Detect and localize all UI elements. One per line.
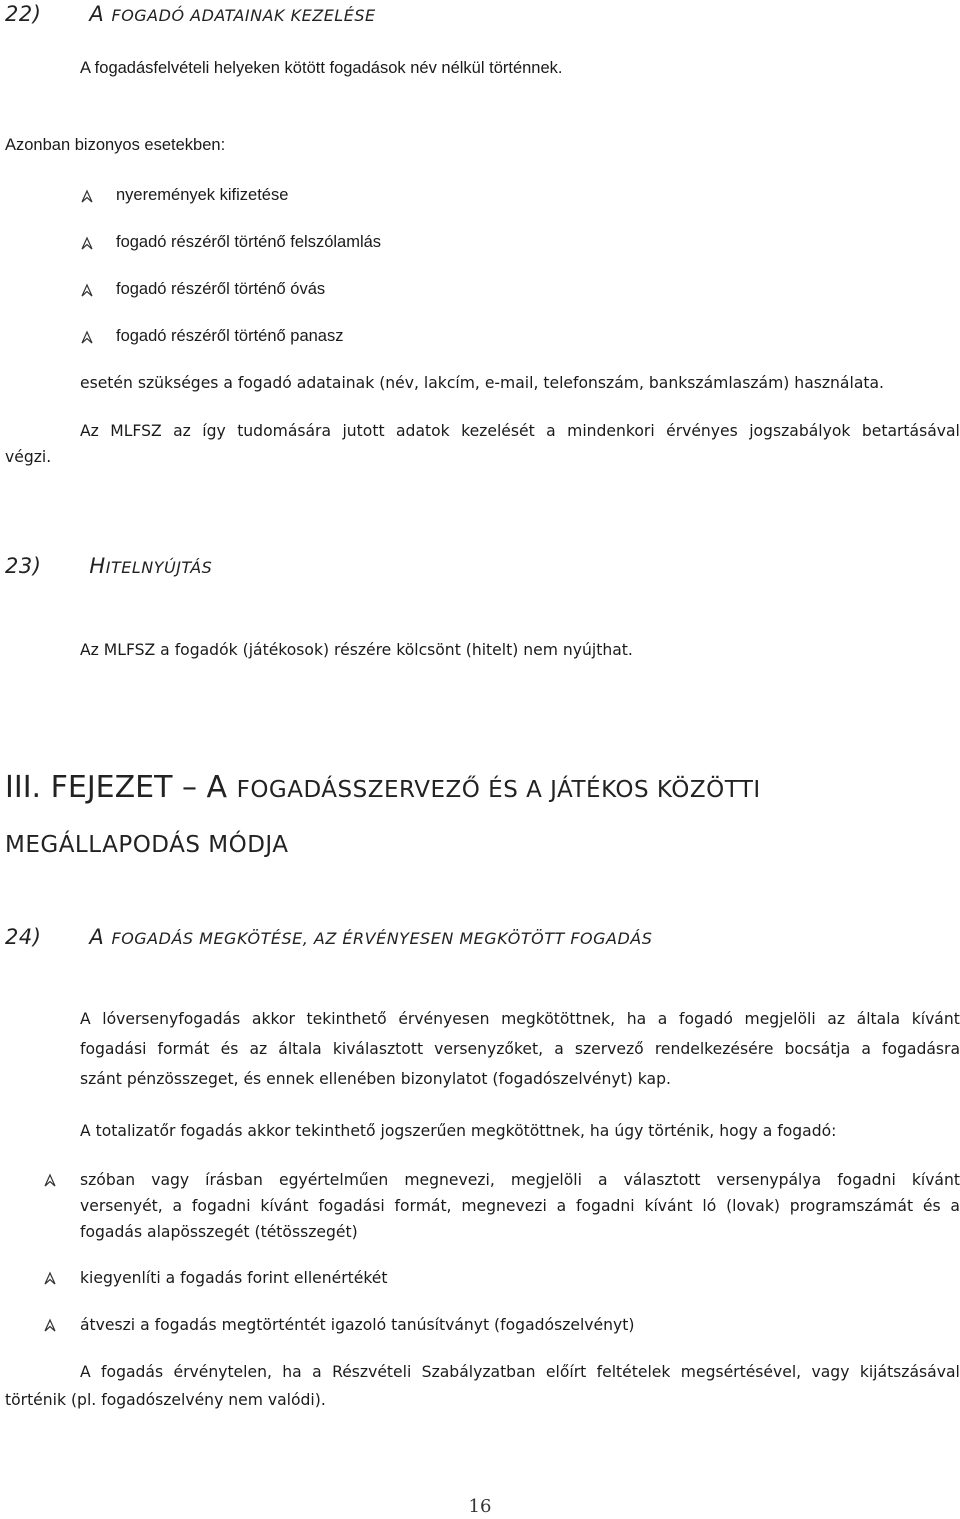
word: kiválasztott bbox=[332, 1040, 424, 1058]
word: szóban bbox=[80, 1171, 136, 1189]
bullet-arrow-icon bbox=[43, 1271, 57, 1285]
word: rendelkezésére bbox=[654, 1040, 774, 1058]
bullet-arrow-icon bbox=[43, 1173, 57, 1187]
word: tudomására bbox=[237, 422, 332, 440]
word: kijátszásával bbox=[859, 1363, 960, 1381]
paragraph-end: végzi. bbox=[5, 448, 52, 466]
word: versenyét, bbox=[80, 1197, 163, 1215]
list-item: kiegyenlíti a fogadás forint ellenértékét bbox=[80, 1269, 388, 1287]
word: megnevezi, bbox=[404, 1171, 495, 1189]
justified-line bbox=[80, 1171, 960, 1189]
word: (lovak) bbox=[726, 1197, 780, 1215]
bullet-arrow-icon bbox=[43, 1318, 57, 1332]
word: MLFSZ bbox=[110, 422, 162, 440]
word: Szabályzatban bbox=[421, 1363, 536, 1381]
word: Az bbox=[80, 422, 99, 440]
word: megnevezi bbox=[461, 1197, 547, 1215]
word: és bbox=[922, 1197, 941, 1215]
word: a bbox=[556, 1197, 567, 1215]
word: ha bbox=[626, 1010, 647, 1028]
word: fogadó bbox=[678, 1010, 733, 1028]
page-number: 16 bbox=[468, 1496, 492, 1517]
word: akkor bbox=[251, 1010, 295, 1028]
word: bocsátja bbox=[784, 1040, 851, 1058]
word: előírt bbox=[545, 1363, 587, 1381]
paragraph: A totalizatőr fogadás akkor tekinthető jogszerűen megkötöttnek, ha úgy történik, hogy a fogadó: bbox=[80, 1122, 837, 1140]
word: betartásával bbox=[861, 422, 960, 440]
word: a bbox=[657, 1010, 668, 1028]
word: mindenkori bbox=[567, 422, 655, 440]
section-22-heading: 22) A FOGADÓ ADATAINAK KEZELÉSE bbox=[5, 2, 376, 26]
word: így bbox=[202, 422, 226, 440]
word: A bbox=[80, 1363, 91, 1381]
list-item: fogadó részéről történő panasz bbox=[116, 327, 344, 345]
word: szervező bbox=[574, 1040, 644, 1058]
word: érvénytelen, bbox=[173, 1363, 272, 1381]
word: fogadni bbox=[191, 1197, 251, 1215]
justified-line bbox=[80, 1010, 960, 1028]
word: programszámát bbox=[789, 1197, 914, 1215]
word: ló bbox=[702, 1197, 717, 1215]
justified-line bbox=[80, 1363, 960, 1381]
paragraph: esetén szükséges a fogadó adatainak (név, lakcím, e-mail, telefonszám, bankszámlaszám) használata. bbox=[80, 374, 885, 392]
list-item: átveszi a fogadás megtörténtét igazoló tanúsítványt (fogadószelvényt) bbox=[80, 1316, 635, 1334]
word: fogadási bbox=[318, 1197, 385, 1215]
word: és bbox=[220, 1040, 239, 1058]
word: a bbox=[554, 1040, 564, 1058]
word: megjelöli bbox=[510, 1171, 582, 1189]
word: A bbox=[80, 1010, 91, 1028]
bullet-arrow-icon bbox=[80, 283, 94, 297]
list-item: fogadó részéről történő felszólamlás bbox=[116, 233, 382, 251]
word: a bbox=[950, 1197, 960, 1215]
word: általa bbox=[278, 1040, 322, 1058]
bullet-arrow-icon bbox=[80, 330, 94, 344]
word: az bbox=[249, 1040, 268, 1058]
word: a bbox=[312, 1363, 322, 1381]
paragraph: Az MLFSZ a fogadók (játékosok) részére kölcsönt (hitelt) nem nyújthat. bbox=[80, 641, 633, 659]
word: megkötöttnek, bbox=[501, 1010, 616, 1028]
word: fogadásra bbox=[881, 1040, 960, 1058]
word: adatok bbox=[395, 422, 450, 440]
word: feltételek bbox=[596, 1363, 671, 1381]
word: fogadni bbox=[837, 1171, 896, 1189]
paragraph: Azonban bizonyos esetekben: bbox=[5, 136, 226, 154]
word: kívánt bbox=[911, 1171, 960, 1189]
paragraph: A fogadásfelvételi helyeken kötött fogadások név nélkül történnek. bbox=[80, 59, 563, 77]
word: egyértelműen bbox=[278, 1171, 389, 1189]
word: kívánt bbox=[644, 1197, 693, 1215]
word: fogadási bbox=[80, 1040, 147, 1058]
word: tekinthető bbox=[306, 1010, 387, 1028]
list-item: nyeremények kifizetése bbox=[116, 186, 289, 204]
section-24-heading: 24) A FOGADÁS MEGKÖTÉSE, AZ ÉRVÉNYESEN MEGKÖTÖTT FOGADÁS bbox=[5, 925, 653, 949]
word: a bbox=[861, 1040, 871, 1058]
paragraph-end: történik (pl. fogadószelvény nem valódi). bbox=[5, 1391, 326, 1409]
chapter-heading-line2: MEGÁLLAPODÁS MÓDJA bbox=[5, 832, 289, 858]
word: versenypálya bbox=[716, 1171, 822, 1189]
word: fogadás bbox=[101, 1363, 164, 1381]
word: fogadni bbox=[576, 1197, 635, 1215]
word: jutott bbox=[342, 422, 385, 440]
word: a bbox=[172, 1197, 183, 1215]
word: kezelését bbox=[461, 422, 535, 440]
word: a bbox=[546, 422, 556, 440]
bullet-arrow-icon bbox=[80, 236, 94, 250]
word: megsértésével, bbox=[680, 1363, 802, 1381]
section-number: 24) bbox=[5, 925, 42, 949]
word: írásban bbox=[205, 1171, 263, 1189]
word: érvényes bbox=[666, 422, 738, 440]
section-number: 22) bbox=[5, 2, 42, 26]
word: ha bbox=[282, 1363, 302, 1381]
word: általa bbox=[856, 1010, 901, 1028]
word: formát bbox=[157, 1040, 210, 1058]
justified-line bbox=[80, 1197, 960, 1215]
list-item-end: fogadás alapösszegét (tétösszegét) bbox=[80, 1223, 358, 1241]
chapter-heading: III. FEJEZET – A FOGADÁSSZERVEZŐ ÉS A JÁTÉKOS KÖZÖTTI bbox=[5, 770, 761, 805]
word: vagy bbox=[811, 1363, 850, 1381]
word: versenyzőket, bbox=[434, 1040, 544, 1058]
word: megjelöli bbox=[744, 1010, 816, 1028]
word: kívánt bbox=[260, 1197, 309, 1215]
word: vagy bbox=[151, 1171, 190, 1189]
word: az bbox=[827, 1010, 846, 1028]
word: jogszabályok bbox=[749, 422, 851, 440]
paragraph-end: szánt pénzösszeget, és ennek ellenében bizonylatot (fogadószelvényt) kap. bbox=[80, 1070, 671, 1088]
justified-line bbox=[80, 422, 960, 440]
word: Részvételi bbox=[332, 1363, 412, 1381]
section-number: 23) bbox=[5, 554, 42, 578]
bullet-arrow-icon bbox=[80, 189, 94, 203]
word: választott bbox=[623, 1171, 701, 1189]
justified-line bbox=[80, 1040, 960, 1058]
word: lóversenyfogadás bbox=[102, 1010, 241, 1028]
section-23-heading: 23) HITELNYÚJTÁS bbox=[5, 554, 213, 578]
list-item: fogadó részéről történő óvás bbox=[116, 280, 326, 298]
word: érvényesen bbox=[398, 1010, 490, 1028]
word: a bbox=[598, 1171, 608, 1189]
word: az bbox=[173, 422, 191, 440]
word: kívánt bbox=[911, 1010, 960, 1028]
word: formát, bbox=[394, 1197, 452, 1215]
